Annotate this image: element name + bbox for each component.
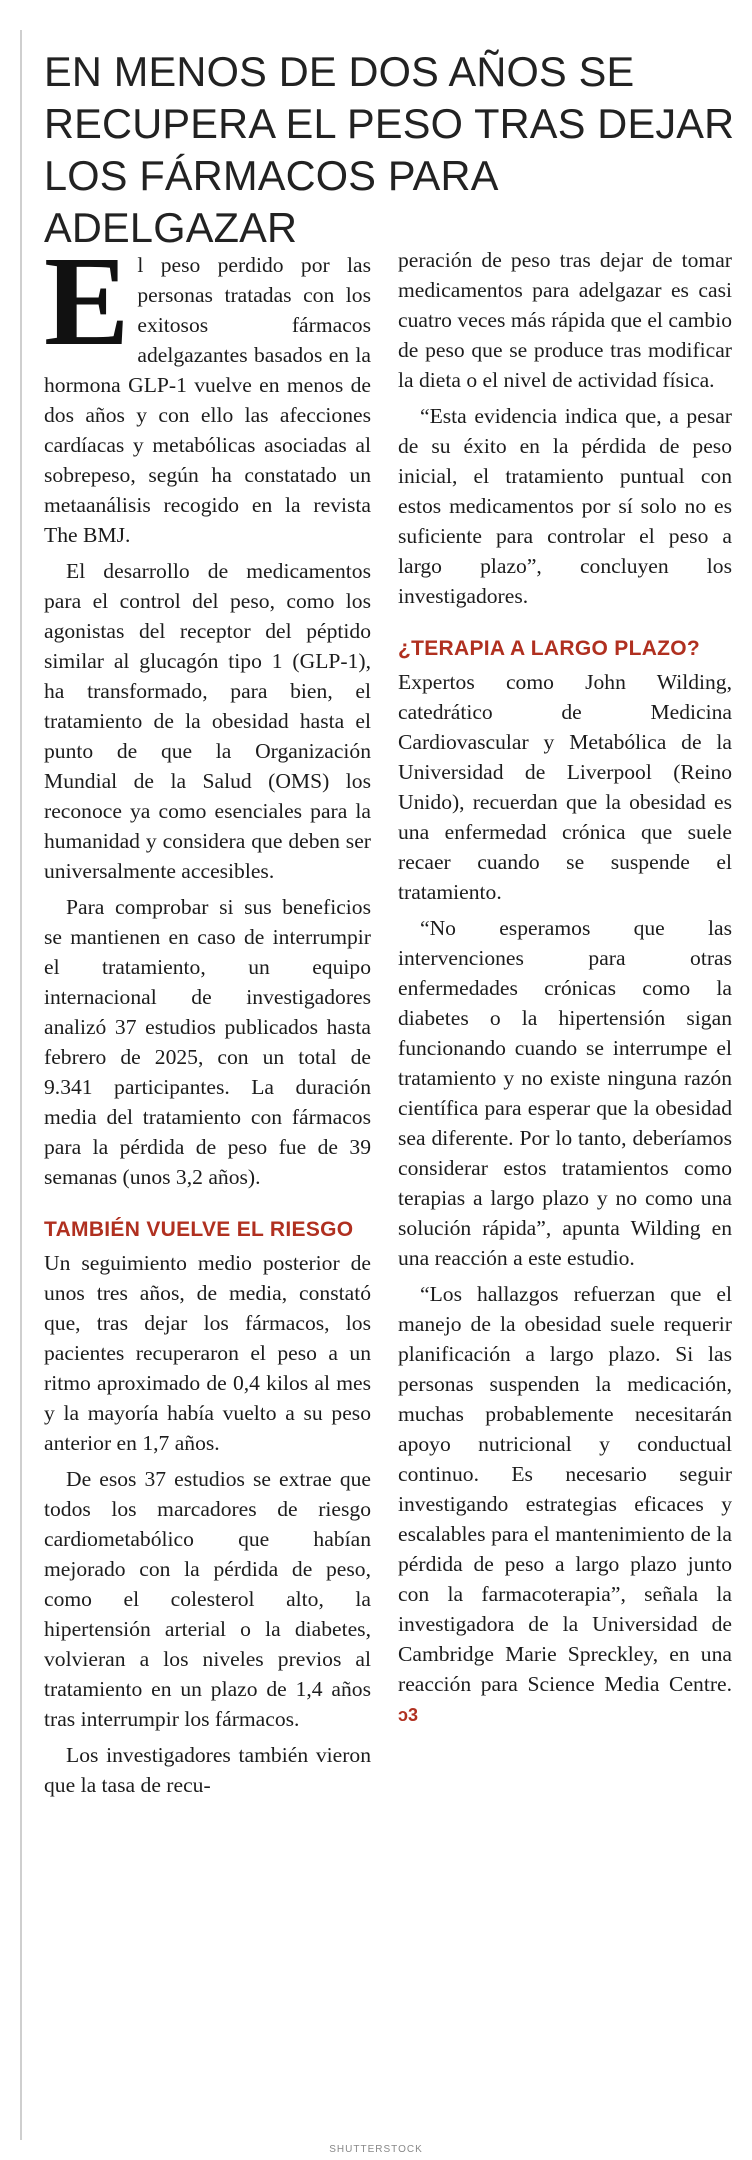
right-column bbox=[398, 245, 732, 1736]
photo-credit: SHUTTERSTOCK bbox=[329, 2144, 423, 2155]
body-paragraph: Un seguimiento medio posterior de unos tres años, de media, constató que, tras dejar los fármacos, los pacientes recuperaron el peso a un ritmo aproximado de 0,4 kilos al mes y la mayoría había vuelto a su peso anterior en 1,7 años. bbox=[44, 1251, 371, 1455]
subheading: TAMBIÉN VUELVE EL RIESGO bbox=[44, 1218, 354, 1241]
body-paragraph: Para comprobar si sus beneficios se mantienen en caso de interrumpir el tratamiento, un equipo internacional de investigadores analizó 37 estudios publicados hasta febrero de 2025, con un total de 9.341 participantes. La duración media del tratamiento con fármacos para la pérdida de peso fue de 39 semanas (unos 3,2 años). bbox=[44, 895, 371, 1189]
body-paragraph: “No esperamos que las intervenciones para otras enfermedades crónicas como la diabetes o la hipertensión sigan funcionando cuando se interrumpe el tratamiento y no existe ninguna razón científica para esperar que la obesidad sea diferente. Por lo tanto, deberíamos considerar estos tratamientos como terapias a largo plazo y no como una solución rápida”, apunta Wilding en una reacción a este estudio. bbox=[398, 916, 732, 1270]
body-paragraph-text: “Los hallazgos refuerzan que el manejo de la obesidad suele requerir planificación a largo plazo. Si las personas suspenden la medicación, muchas probablemente necesitarán apoyo nutricional y conductual continuo. Es necesario seguir investigando estrategias eficaces y escalables para el mantenimiento de la pérdida de peso a largo plazo junto con la farmacoterapia”, señala la investigadora de la Universidad de Cambridge Marie Spreckley, en una reacción para Science Media Centre. bbox=[398, 1282, 732, 1696]
headline: EN MENOS DE DOS AÑOS SE RECUPERA EL PESO TRAS DEJAR LOS FÁRMACOS PARA ADELGAZAR bbox=[44, 48, 735, 251]
body-paragraph: De esos 37 estudios se extrae que todos los marcadores de riesgo cardiometabólico que habían mejorado con la pérdida de peso, como el colesterol alto, la hipertensión arterial o la diabetes, volvieran a los niveles previos al tratamiento en un plazo de 1,4 años tras interrumpir los fármacos. bbox=[44, 1467, 371, 1731]
body-paragraph: Expertos como John Wilding, catedrático de Medicina Cardiovascular y Metabólica de la Universidad de Liverpool (Reino Unido), recuerdan que la obesidad es una enfermedad crónica que suele recaer cuando se suspende el tratamiento. bbox=[398, 670, 732, 904]
body-paragraph bbox=[398, 1279, 732, 1730]
body-paragraph: peración de peso tras dejar de tomar medicamentos para adelgazar es casi cuatro veces más rápida que el cambio de peso que se produce tras modificar la dieta o el nivel de actividad física. bbox=[398, 248, 732, 392]
column-rule bbox=[20, 30, 22, 2140]
end-mark-icon: ↄ3 bbox=[398, 1705, 419, 1725]
subheading: ¿TERAPIA A LARGO PLAZO? bbox=[398, 637, 701, 660]
body-paragraph: El desarrollo de medicamentos para el control del peso, como los agonistas del receptor del péptido similar al glucagón tipo 1 (GLP-1), ha transformado, para bien, el tratamiento de la obesidad hasta el punto de que la Organización Mundial de la Salud (OMS) los reconoce ya como esenciales para la humanidad y considera que deben ser universalmente accesibles. bbox=[44, 559, 371, 883]
body-paragraph: “Esta evidencia indica que, a pesar de su éxito en la pérdida de peso inicial, el tratamiento puntual con estos medicamentos por sí solo no es suficiente para controlar el peso a largo plazo”, concluyen los investigadores. bbox=[398, 404, 732, 608]
left-column bbox=[44, 230, 371, 1806]
body-paragraph: Los investigadores también vieron que la tasa de recu- bbox=[44, 1743, 371, 1797]
drop-cap: E bbox=[44, 230, 130, 372]
lead-paragraph bbox=[44, 230, 371, 550]
lead-paragraph-text: l peso perdido por las personas tratadas con los exitosos fármacos adelgazantes basados en la hormona GLP-1 vuelve en menos de dos años y con ello las afecciones cardíacas y metabólicas asociadas al sobrepeso, según ha constatado un metaanálisis recogido en la revista The BMJ. bbox=[44, 253, 371, 547]
